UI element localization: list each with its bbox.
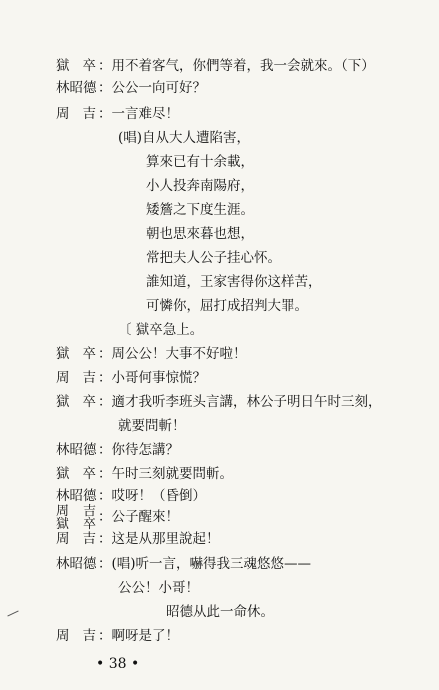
speaker-label: 林昭德 [56, 80, 97, 96]
stage-direction: 〔 獄卒急上。 [118, 322, 204, 338]
dialogue-text: ：公公一向可好？ [98, 80, 206, 96]
margin-mark [7, 611, 18, 617]
sung-verse: 朝也思來暮也想， [146, 226, 254, 242]
speaker-label: 周 吉 [56, 531, 96, 547]
dialogue-text: ：公子醒來！ [98, 509, 179, 525]
sung-verse: 可憐你，屈打成招判大罪。 [146, 298, 308, 314]
speaker-label: 周 吉 [56, 106, 96, 122]
speaker-label: 獄 卒 [56, 394, 96, 410]
dialogue-text: ：適才我听李班头言講，林公子明日午时三刻， [98, 394, 382, 410]
speaker-label: 獄 卒 [56, 346, 96, 362]
dialogue-text: ：哎呀！（昏倒） [98, 488, 206, 504]
stacked-speakers [56, 505, 96, 531]
speaker-label: 林昭德 [56, 488, 97, 504]
sung-verse: 公公！小哥！ [118, 580, 199, 596]
speaker-label: 林昭德 [56, 442, 97, 458]
dialogue-text: ：午时三刻就要問斬。 [98, 466, 233, 482]
sung-verse: 誰知道，王家害得你这样苦， [146, 274, 322, 290]
speaker-label: 周 吉 [56, 628, 96, 644]
sung-verse: (唱)自从大人遭陷害， [118, 130, 251, 146]
dialogue-text: ：小哥何事惊慌？ [98, 370, 206, 386]
dialogue-text: ：啊呀是了！ [98, 628, 179, 644]
sung-verse: 常把夫人公子挂心怀。 [146, 250, 281, 266]
sung-verse: 算來已有十余載， [146, 154, 254, 170]
dialogue-text: ：(唱)听一言，嚇得我三魂悠悠—— [98, 556, 312, 572]
dialogue-text: ：这是从那里說起！ [98, 531, 220, 547]
sung-verse: 矮簷之下度生涯。 [146, 202, 254, 218]
dialogue-text: ：一言难尽！ [98, 106, 179, 122]
speaker-label: 周 吉 [56, 370, 96, 386]
dialogue-text: ：用不着客气，你們等着，我一会就來。（下） [98, 58, 375, 74]
speaker-label: 林昭德 [56, 556, 97, 572]
speaker-label: 獄 卒 [56, 58, 96, 74]
speaker-label: 周 吉 [56, 504, 96, 519]
dialogue-text: 就要問斬！ [118, 418, 186, 434]
dialogue-text: ：周公公！大事不好啦！ [98, 346, 247, 362]
dialogue-text: ：你待怎講？ [98, 442, 179, 458]
page-number: • 38 • [96, 656, 140, 672]
sung-verse: 昭德从此一命休。 [166, 604, 274, 620]
sung-verse: 小人投奔南陽府， [146, 178, 254, 194]
speaker-label: 獄 卒 [56, 517, 96, 532]
speaker-label: 獄 卒 [56, 466, 96, 482]
